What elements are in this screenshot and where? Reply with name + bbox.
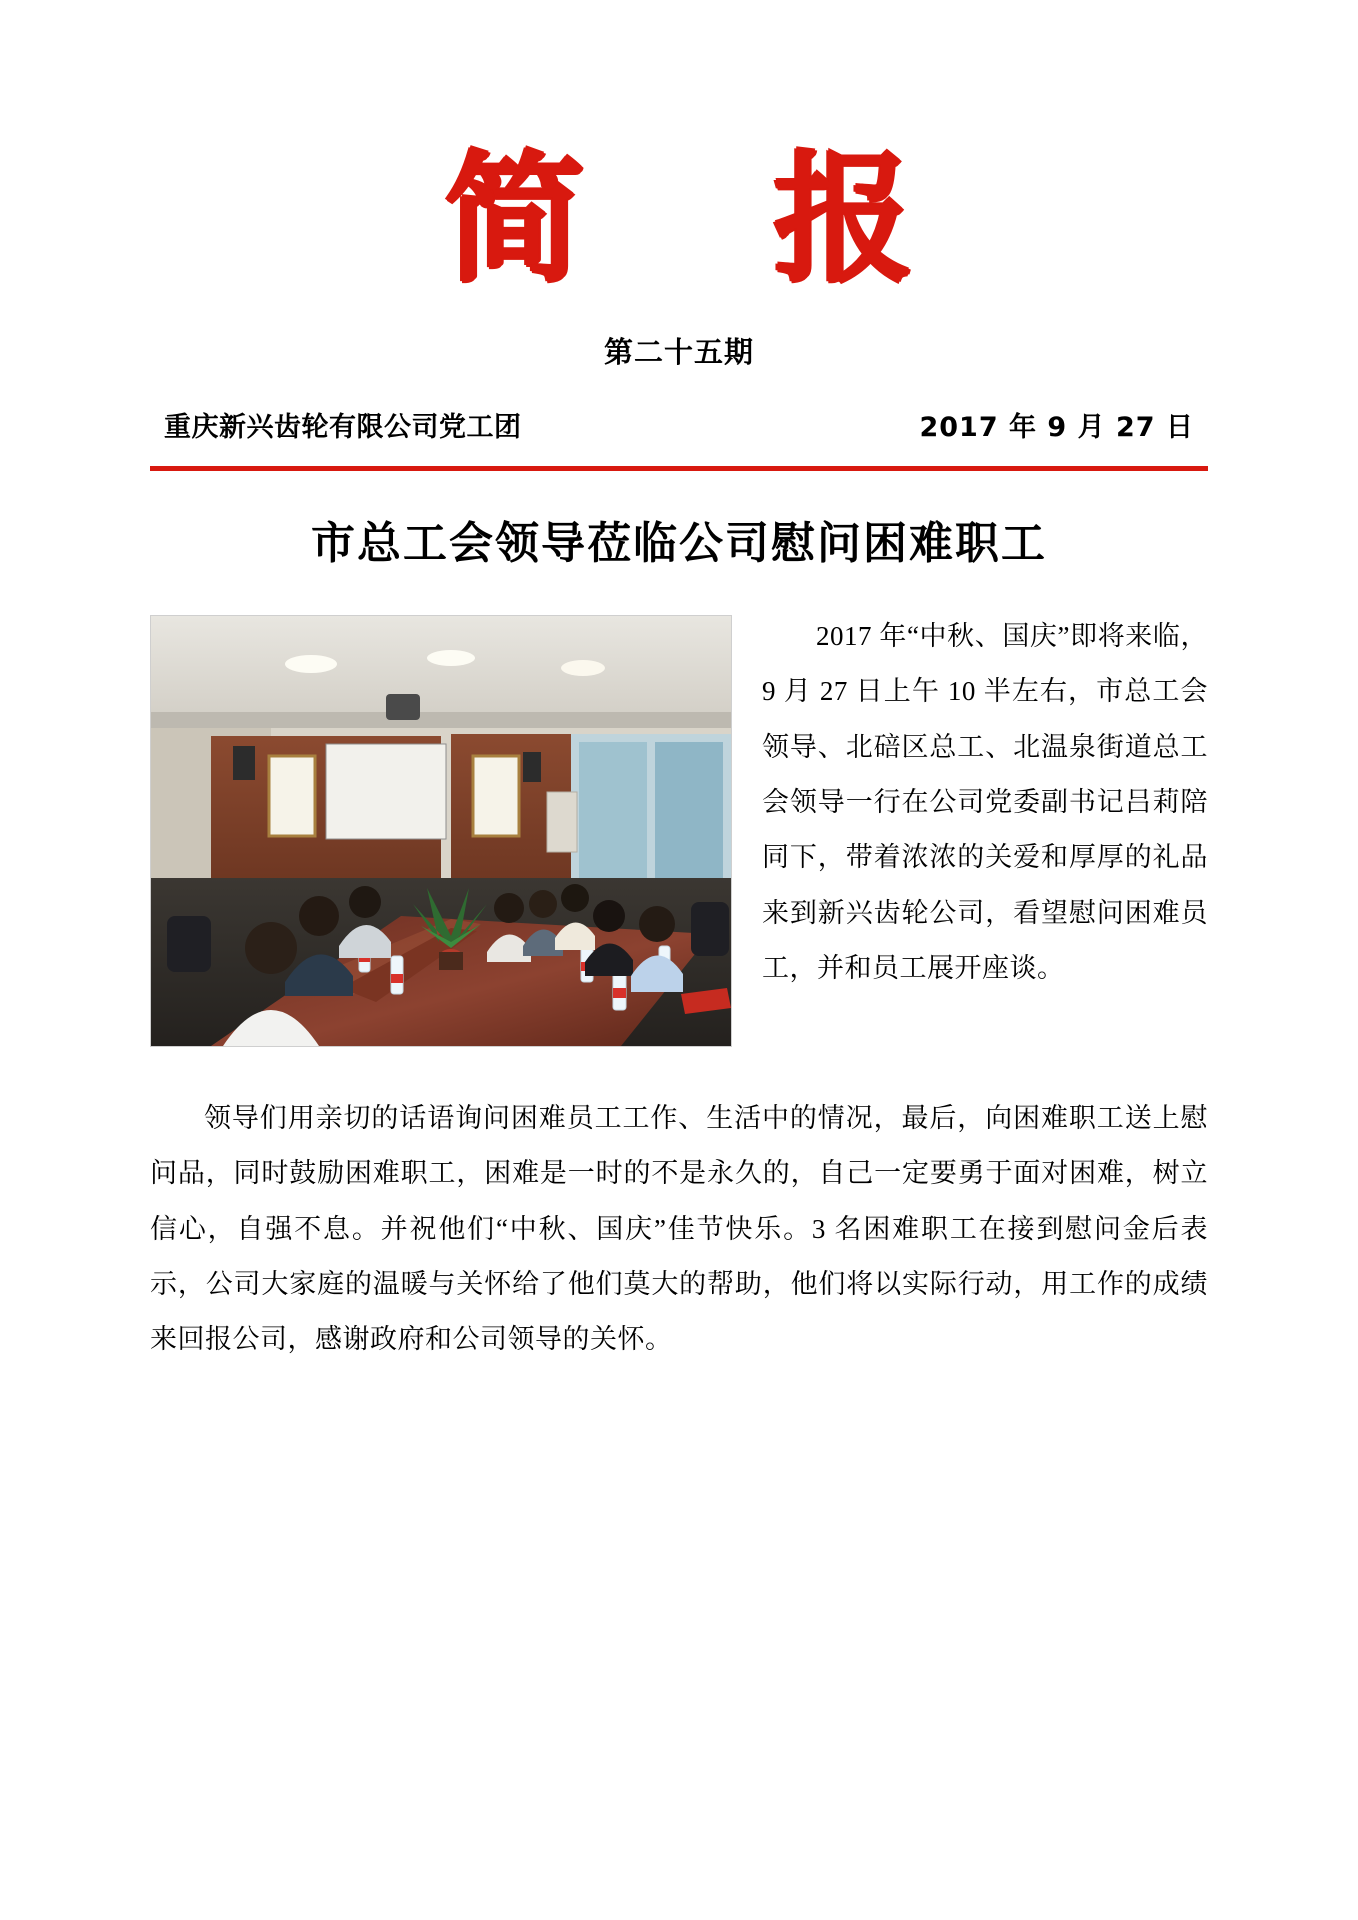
article-photo bbox=[150, 615, 732, 1047]
header-divider bbox=[150, 466, 1208, 471]
article-paragraph-2: 领导们用亲切的话语询问困难员工工作、生活中的情况，最后，向困难职工送上慰问品，同时鼓励困难职工，困难是一时的不是永久的，自己一定要勇于面对困难，树立信心，自强不息。并祝他们“中秋、国庆”佳节快乐。3 名困难职工在接到慰问金后表示，公司大家庭的温暖与关怀给了他们莫大的帮助，他们将以实际行动，用工作的成绩来回报公司，感谢政府和公司领导的关怀。 bbox=[150, 1103, 1208, 1355]
publisher-name: 重庆新兴齿轮有限公司党工团 bbox=[164, 412, 522, 443]
article-body bbox=[150, 609, 1208, 1368]
article-headline: 市总工会领导莅临公司慰问困难职工 bbox=[311, 518, 1047, 569]
masthead bbox=[150, 0, 1208, 371]
issue-number: 第二十五期 bbox=[603, 335, 754, 369]
publish-date: 2017 年 9 月 27 日 bbox=[919, 412, 1194, 443]
article-paragraph-1: 2017 年“中秋、国庆”即将来临，9 月 27 日上午 10 半左右，市总工会领导、北碚区总工、北温泉街道总工会领导一行在公司党委副书记吕莉陪同下，带着浓浓的关爱和厚厚的礼品来到新兴齿轮公司，看望慰问困难员工，并和员工展开座谈。 bbox=[762, 621, 1208, 984]
masthead-title: 简 报 bbox=[444, 138, 984, 302]
byline bbox=[150, 405, 1208, 444]
meeting-room-photo-illustration bbox=[151, 616, 731, 1046]
